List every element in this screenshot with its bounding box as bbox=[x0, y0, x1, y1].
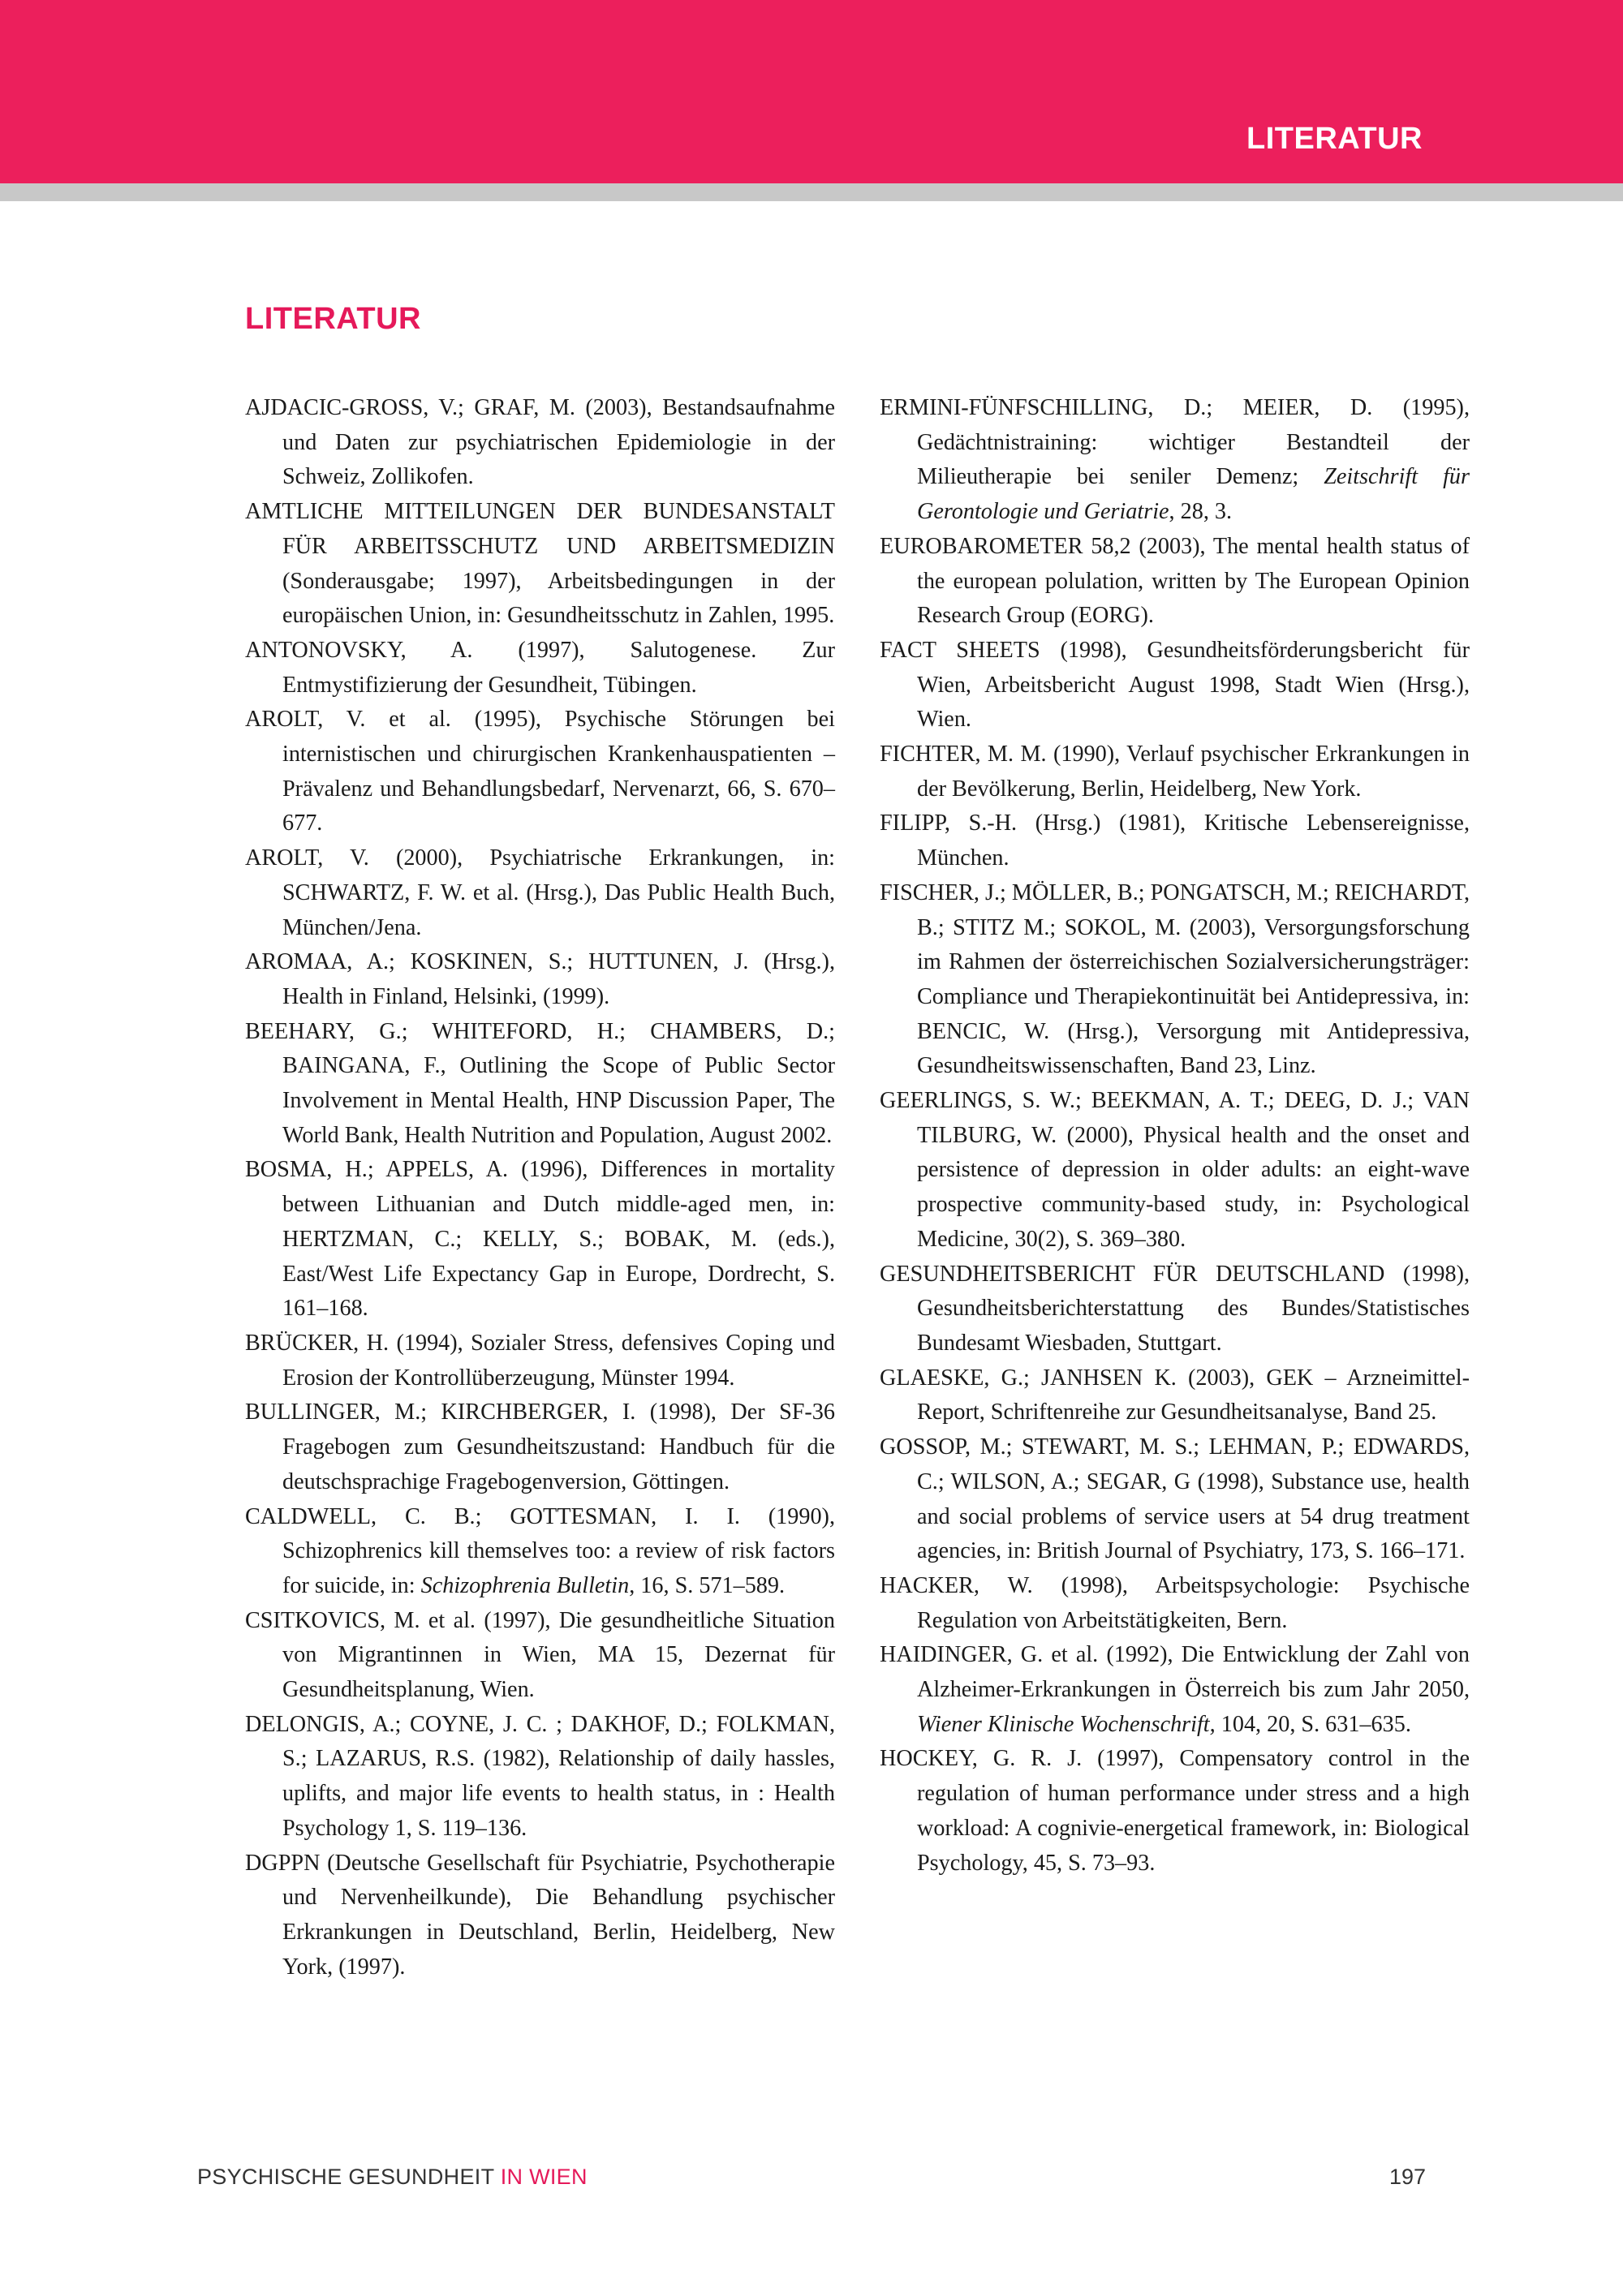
reference-column-left bbox=[245, 391, 835, 1984]
reference-entry bbox=[245, 1015, 835, 1154]
reference-text: BRÜCKER, H. (1994), Sozialer Stress, defensives Coping und Erosion der Kontrollüberzeugung, Münster 1994. bbox=[245, 1330, 835, 1391]
reference-text: AROLT, V. (2000), Psychiatrische Erkrankungen, in: SCHWARTZ, F. W. et al. (Hrsg.), Das Public Health Buch, München/Jena. bbox=[245, 845, 835, 940]
reference-entry bbox=[245, 1847, 835, 1985]
reference-text: AROMAA, A.; KOSKINEN, S.; HUTTUNEN, J. (Hrsg.), Health in Finland, Helsinki, (1999). bbox=[245, 949, 835, 1009]
reference-italic-title: Wiener Klinische Wochenschrift, bbox=[917, 1711, 1216, 1737]
reference-entry bbox=[245, 841, 835, 945]
reference-text: FILIPP, S.-H. (Hrsg.) (1981), Kritische Lebensereignisse, München. bbox=[880, 810, 1470, 871]
reference-text: FICHTER, M. M. (1990), Verlauf psychischer Erkrankungen in der Bevölkerung, Berlin, Heidelberg, New York. bbox=[880, 742, 1470, 802]
reference-entry bbox=[880, 530, 1470, 634]
reference-text: AMTLICHE MITTEILUNGEN DER BUNDESANSTALT FÜR ARBEITSSCHUTZ UND ARBEITSMEDIZIN (Sonderausgabe; 1997), Arbeitsbedingungen in der europäischen Union, in: Gesundheitsschutz in Zahlen, 1995. bbox=[245, 499, 835, 629]
reference-text: EUROBAROMETER 58,2 (2003), The mental health status of the european polulation, written by The European Opinion Research Group (EORG). bbox=[880, 533, 1470, 629]
footer-title-accent: IN WIEN bbox=[500, 2165, 588, 2189]
page-number: 197 bbox=[1388, 2165, 1426, 2189]
reference-text: GOSSOP, M.; STEWART, M. S.; LEHMAN, P.; EDWARDS, C.; WILSON, A.; SEGAR, G (1998), Substance use, health and social problems of service users at 54 drug treatment agencies, in: British Journal of Psychiatry, 173, S. 166–171. bbox=[880, 1434, 1470, 1564]
reference-text: 30(2), S. 369–380. bbox=[1009, 1226, 1186, 1252]
reference-entry bbox=[880, 634, 1470, 737]
footer-title-main: PSYCHISCHE GESUNDHEIT bbox=[197, 2165, 494, 2189]
reference-entry bbox=[880, 1430, 1470, 1569]
footer-publication-title bbox=[197, 2165, 588, 2190]
reference-italic-title: Schizophrenia Bulletin bbox=[420, 1572, 630, 1598]
reference-text: BULLINGER, M.; KIRCHBERGER, I. (1998), Der SF-36 Fragebogen zum Gesundheitszustand: Handbuch für die deutschsprachige Fragebogenversion, Göttingen. bbox=[245, 1400, 835, 1494]
reference-text: ANTONOVSKY, A. (1997), Salutogenese. Zur Entmystifizierung der Gesundheit, Tübingen. bbox=[245, 637, 835, 698]
reference-entry bbox=[245, 1326, 835, 1395]
reference-entry bbox=[245, 703, 835, 841]
reference-entry bbox=[245, 634, 835, 703]
reference-entry bbox=[880, 1084, 1470, 1258]
reference-entry bbox=[245, 391, 835, 495]
reference-text: 104, 20, S. 631–635. bbox=[1215, 1711, 1411, 1737]
reference-entry bbox=[880, 876, 1470, 1084]
reference-text: GLAESKE, G.; JANHSEN K. (2003), GEK – Arzneimittel-Report, Schriftenreihe zur Gesundheitsanalyse, Band 25. bbox=[880, 1365, 1470, 1425]
reference-entry bbox=[245, 1395, 835, 1499]
reference-text: GEERLINGS, S. W.; BEEKMAN, A. T.; DEEG, D. J.; VAN TILBURG, W. (2000), Physical health and the onset and persistence of depression in older adults: an eight-wave prospective community-based study, in: Psychological Medicine bbox=[880, 1088, 1470, 1252]
reference-text: DGPPN (Deutsche Gesellschaft für Psychiatrie, Psychotherapie und Nervenheilkunde), Die Behandlung psychischer Erkrankungen in Deutschland, Berlin, Heidelberg, New York, (1997). bbox=[245, 1850, 835, 1980]
reference-entry bbox=[245, 1604, 835, 1708]
reference-entry bbox=[880, 737, 1470, 806]
reference-entry bbox=[245, 1708, 835, 1847]
reference-text: BEEHARY, G.; WHITEFORD, H.; CHAMBERS, D.; BAINGANA, F., Outlining the Scope of Public Sector Involvement in Mental Health, HNP Discussion Paper, The World Bank, Health Nutrition and Population, August 2002. bbox=[245, 1018, 835, 1148]
reference-entry bbox=[880, 391, 1470, 530]
reference-entry bbox=[880, 1258, 1470, 1361]
section-heading: LITERATUR bbox=[245, 302, 421, 336]
reference-text: AROLT, V. et al. (1995), Psychische Störungen bei internistischen und chirurgischen Krankenhauspatienten – Prävalenz und Behandlungsbedarf, Nervenarzt, 66, S. 670–677. bbox=[245, 707, 835, 836]
reference-text: DELONGIS, A.; COYNE, J. C. ; DAKHOF, D.; FOLKMAN, S.; LAZARUS, R.S. (1982), Relationship of daily hassles, uplifts, and major life events to health status, in : Health Psychology 1, S. 119–136. bbox=[245, 1711, 835, 1841]
reference-entry bbox=[880, 1361, 1470, 1430]
reference-text: CSITKOVICS, M. et al. (1997), Die gesundheitliche Situation von Migrantinnen in Wien, MA 15, Dezernat für Gesundheitsplanung, Wien. bbox=[245, 1607, 835, 1703]
reference-entry bbox=[245, 1500, 835, 1604]
reference-column-right bbox=[880, 391, 1470, 1881]
reference-italic-title: , bbox=[1003, 1226, 1010, 1252]
reference-text: BOSMA, H.; APPELS, A. (1996), Differences in mortality between Lithuanian and Dutch middle-aged men, in: HERTZMAN, C.; KELLY, S.; BOBAK, M. (eds.), East/West Life Expectancy Gap in Europe, Dordrecht, S. 161–168. bbox=[245, 1157, 835, 1322]
reference-text: HAIDINGER, G. et al. (1992), Die Entwicklung der Zahl von Alzheimer-Erkrankungen in Österreich bis zum Jahr 2050, bbox=[880, 1642, 1470, 1703]
reference-text: , 16, S. 571–589. bbox=[629, 1572, 786, 1598]
running-header-title: LITERATUR bbox=[1246, 122, 1423, 156]
reference-entry bbox=[880, 1742, 1470, 1881]
reference-text: , 28, 3. bbox=[1169, 499, 1233, 525]
reference-text: GESUNDHEITSBERICHT FÜR DEUTSCHLAND (1998), Gesundheitsberichterstattung des Bundes/Statistisches Bundesamt Wiesbaden, Stuttgart. bbox=[880, 1261, 1470, 1356]
reference-entry bbox=[245, 495, 835, 634]
reference-entry bbox=[880, 806, 1470, 875]
reference-entry bbox=[880, 1569, 1470, 1638]
reference-text: HOCKEY, G. R. J. (1997), Compensatory control in the regulation of human performance under stress and a high workload: A cognivie-energetical framework, in: Biological Psychology, 45, S. 73–93. bbox=[880, 1746, 1470, 1876]
reference-entry bbox=[880, 1638, 1470, 1742]
reference-entry bbox=[245, 945, 835, 1014]
reference-text: FISCHER, J.; MÖLLER, B.; PONGATSCH, M.; REICHARDT, B.; STITZ M.; SOKOL, M. (2003), Versorgungsforschung im Rahmen der österreichischen Sozialversicherungsträger: Compliance und Therapiekontinuität bei Antidepressiva, in: BENCIC, W. (Hrsg.), Versorgung mit Antidepressiva, Gesundheitswissenschaften, Band 23, Linz. bbox=[880, 879, 1470, 1079]
reference-italic-title: Zeitschrift für Gerontologie und Geriatrie bbox=[917, 464, 1470, 525]
header-rule bbox=[0, 183, 1623, 201]
reference-text: CALDWELL, C. B.; GOTTESMAN, I. I. (1990), Schizophrenics kill themselves too: a review of risk factors for suicide, in: bbox=[245, 1503, 835, 1598]
reference-text: FACT SHEETS (1998), Gesundheitsförderungsbericht für Wien, Arbeitsbericht August 1998, Stadt Wien (Hrsg.), Wien. bbox=[880, 637, 1470, 733]
reference-entry bbox=[245, 1153, 835, 1326]
reference-text: AJDACIC-GROSS, V.; GRAF, M. (2003), Bestandsaufnahme und Daten zur psychiatrischen Epidemiologie in der Schweiz, Zollikofen. bbox=[245, 395, 835, 490]
reference-text: HACKER, W. (1998), Arbeitspsychologie: Psychische Regulation von Arbeitstätigkeiten, Bern. bbox=[880, 1572, 1470, 1633]
reference-text: ERMINI-FÜNFSCHILLING, D.; MEIER, D. (1995), Gedächtnistraining: wichtiger Bestandteil der Milieutherapie bei seniler Demenz; bbox=[880, 395, 1470, 490]
